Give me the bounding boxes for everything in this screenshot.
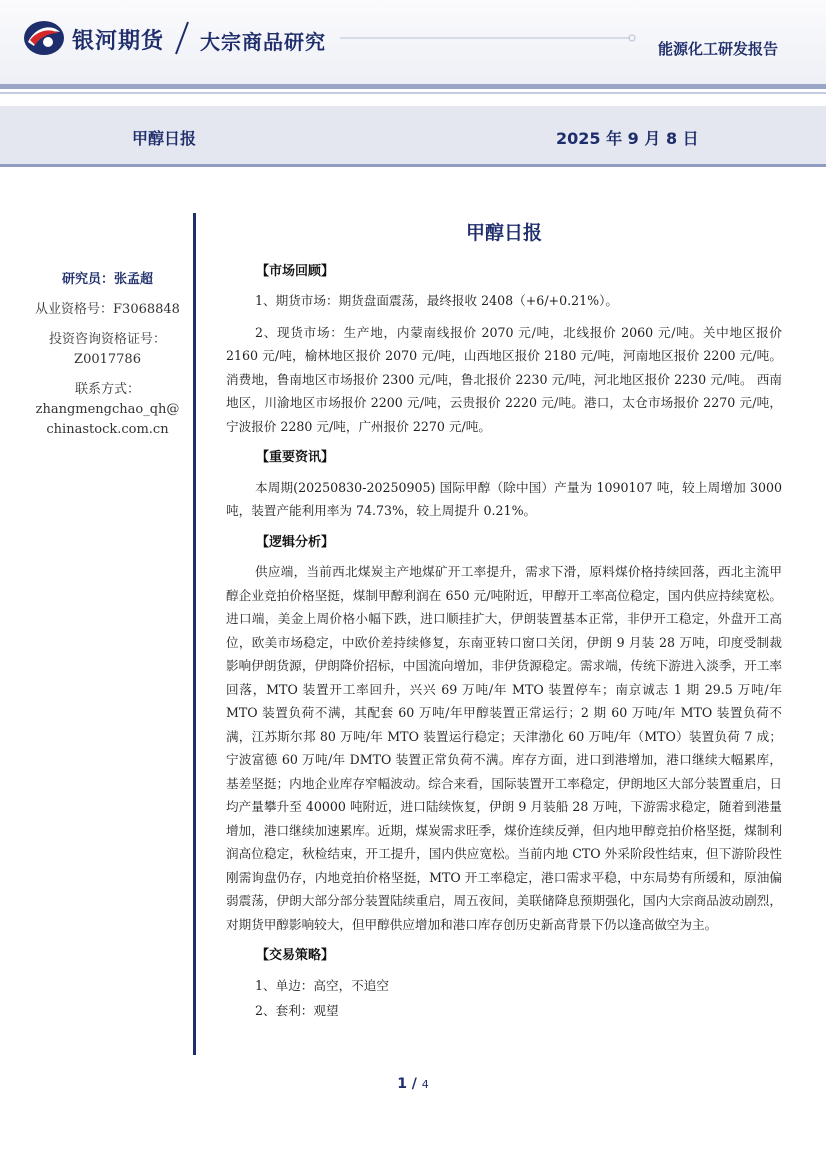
- report-type-label: 能源化工研发报告: [657, 40, 778, 58]
- document-title: 甲醇日报: [465, 222, 542, 244]
- title-bar-underline: [0, 164, 826, 167]
- page-current: 1 /: [397, 1076, 417, 1092]
- consult-label: 投资咨询资格证号：: [48, 332, 166, 347]
- strategy-item-arbitrage: 2、套利：观望: [255, 1003, 339, 1018]
- slash-divider-icon: [172, 20, 192, 56]
- email-line-2[interactable]: chinastock.com.cn: [46, 422, 169, 437]
- paragraph-logic: 供应端，当前西北煤炭主产地煤矿开工率提升，需求下滑，原料煤价格持续回落，西北主流甲醇企业竞拍价格坚挺，煤制甲醇利润在 650 元/吨附近，甲醇开工率高位稳定，国内供应持续宽松。进口端，美金上周价格小幅下跌，进口顺挂扩大，伊朗装置基本正常，非伊开工稳定，外盘开工高位，欧美市场稳定，中欧价差持续修复，东南亚转口窗口关闭，伊朗 9 月装 28 万吨，印度受制裁影响伊朗货源，伊朗降价招标，中国流向增加，非伊货源稳定。需求端，传统下游进入淡季，开工率回落，MTO 装置开工率回升，兴兴 69 万吨/年 MTO 装置停车；南京诚志 1 期 29.5 万吨/年 MTO 装置负荷不满，其配套 60 万吨/年甲醇装置正常运行；2 期 60 万吨/年 MTO 装置负荷不满，江苏斯尔邦 80 万吨/年 MTO 装置运行稳定；天津渤化 60 万吨/年（MTO）装置负荷 7 成；宁波富德 60 万吨/年 DMTO 装置正常负荷不满。库存方面，进口到港增加，港口继续大幅累库，基差坚挺；内地企业库存窄幅波动。综合来看，国际装置开工率稳定，伊朗地区大部分装置重启，日均产量攀升至 40000 吨附近，进口陆续恢复，伊朗 9 月装船 28 万吨，下游需求稳定，随着到港量增加，港口继续加速累库。近期，煤炭需求旺季，煤价连续反弹，但内地甲醇竞拍价格坚挺，煤制利润高位稳定，秋检结束，开工提升，国内供应宽松。当前内地 CTO 外采阶段性结束，但下游阶段性刚需询盘仍存，内地竞拍价格坚挺，MTO 开工率稳定，港口需求平稳，中东局势有所缓和，原油偏弱震荡，伊朗大部分部分装置陆续重启，周五夜间，美联储降息预期强化，国内大宗商品波动剧烈，对期货甲醇影响较大，但甲醇供应增加和港口库存创历史新高背景下仍以逢高做空为主。: [226, 564, 782, 932]
- sidebar-divider: [193, 213, 196, 1055]
- header-stripe: [0, 84, 826, 89]
- qualification-number: 从业资格号：F3068848: [35, 302, 180, 317]
- section-heading-market-review: 【市场回顾】: [256, 263, 335, 279]
- brand-name: 银河期货: [72, 29, 165, 54]
- section-heading-logic: 【逻辑分析】: [256, 534, 335, 550]
- paragraph-futures-market: 1、期货市场：期货盘面震荡，最终报收 2408（+6/+0.21%）。: [255, 293, 619, 308]
- decorative-line: [340, 28, 640, 48]
- email-line-1[interactable]: zhangmengchao_qh@: [35, 402, 180, 417]
- section-heading-strategy: 【交易策略】: [256, 948, 335, 963]
- main-content: [226, 222, 782, 1025]
- paragraph-news: 本周期(20250830-20250905) 国际甲醇（除中国）产量为 1090107 吨，较上周增加 3000吨，装置产能利用率为 74.73%，较上周提升 0.21%。: [226, 479, 782, 518]
- section-heading-news: 【重要资讯】: [256, 450, 335, 465]
- strategy-item-single: 1、单边：高空，不追空: [255, 977, 389, 993]
- contact-label: 联系方式：: [74, 382, 140, 397]
- author-sidebar: [30, 270, 185, 440]
- page-header: [0, 0, 826, 84]
- report-title: 甲醇日报: [132, 129, 197, 148]
- page-number: [0, 1076, 826, 1092]
- galaxy-logo-icon: [22, 18, 66, 58]
- consult-number: Z0017786: [74, 352, 141, 367]
- title-bar: [0, 106, 826, 164]
- page-total: 4: [421, 1078, 429, 1091]
- header-stripe-thin: [0, 92, 826, 94]
- report-date: 2025 年 9 月 8 日: [556, 129, 699, 148]
- paragraph-spot-market: 2、现货市场：生产地，内蒙南线报价 2070 元/吨，北线报价 2060 元/吨。关中地区报价 2160 元/吨，榆林地区报价 2070 元/吨，山西地区报价 2180 元/吨，河南地区报价 2200 元/吨。消费地，鲁南地区市场报价 2300 元/吨，鲁北报价 2230 元/吨，河北地区报价 2230 元/吨。 西南地区，川渝地区市场报价 2200 元/吨，云贵报价 2220 元/吨。港口，太仓市场报价 2270 元/吨，宁波报价 2280 元/吨，广州报价 2270 元/吨。: [226, 324, 782, 434]
- researcher-name: 研究员：张孟超: [61, 272, 153, 287]
- brand-subtitle: 大宗商品研究: [200, 30, 326, 54]
